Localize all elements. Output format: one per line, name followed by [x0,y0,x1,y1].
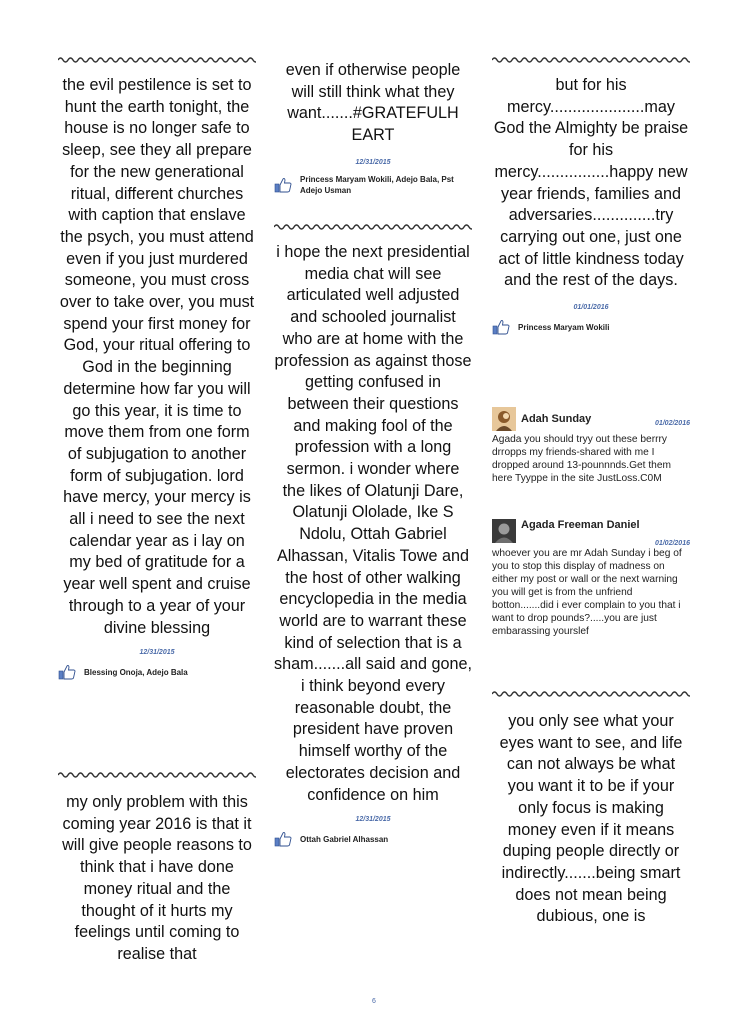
likes-names[interactable]: Blessing Onoja, Adejo Bala [84,667,188,677]
comment-text: Agada you should tryy out these berrry drropps my friends-shared with me I dropped around 13-pounnnds.Get them here Tyyppe in the site JustLoss.C0M [492,434,671,484]
likes-row[interactable] [274,831,472,847]
avatar[interactable] [492,407,516,431]
comment [492,407,690,485]
post-text: my only problem with this coming year 2016 is that it will give people reasons to think that i have done money ritual and the thought of it hurts my feelings until coming to realise that [62,793,252,963]
column-3 [492,55,690,335]
post-date: 12/31/2015 [139,649,175,657]
thumbs-up-icon[interactable] [274,831,292,847]
post-date: 01/01/2016 [573,304,609,312]
likes-row[interactable] [274,174,472,196]
column-3-post-2 [492,689,690,928]
column-1-post-2 [58,770,256,966]
wavy-divider [492,55,690,65]
column-2-post-2 [274,222,472,847]
avatar[interactable] [492,519,516,543]
wavy-divider [492,689,690,699]
wavy-divider [58,770,256,780]
post-text: the evil pestilence is set to hunt the earth tonight, the house is no longer safe to sleep, see they all prepare for the new generational ritual, different churches with caption that enslave the psych, you must attend even if you just murdered someone, you must cross over to take over, you must spend your first money for God, your ritual offering to God in the beginning determine how far you will go this year, it is time to move them from one form of subjugation to another form of subjugation. lord have mercy, your mercy is all i need to see the next calendar year as i lay on my bed of gratitude for a year well spent and cruise through to a year of your divine blessing [59,76,255,637]
page-number: 6 [372,998,376,1005]
comment-text: whoever you are mr Adah Sunday i beg of you to stop this display of madness on either my post or wall or the next warning you will get is from the unfriend botton.......did i ever complain to you that i want to drop pounds?.....you are just embarassing yourslef [492,548,682,637]
comment [492,519,690,638]
likes-row[interactable] [58,664,256,680]
comment-header [492,519,690,545]
comment-header [492,407,690,433]
likes-row[interactable] [492,319,690,335]
column-1 [58,55,256,680]
thumbs-up-icon[interactable] [58,664,76,680]
column-2 [274,60,472,196]
post-date: 12/31/2015 [355,816,391,824]
comment-author[interactable]: Adah Sunday [521,413,592,425]
wavy-divider [274,222,472,232]
comment-date: 01/02/2016 [654,540,690,547]
wavy-divider [58,55,256,65]
likes-names[interactable]: Princess Maryam Wokili, Adejo Bala, Pst Adejo Usman [300,174,454,195]
post-text: but for his mercy.....................may God the Almighty be praise for his mercy................happy new year friends, families and adversaries..............try carrying out one, just one act of little kindness today and the rest of the days. [493,76,689,290]
post-text: i hope the next presidential media chat will see articulated well adjusted and schooled journalist who are at home with the profession as against those getting confused in between their questions and making fool of the profession with a long sermon. i wonder where the likes of Olatunji Dare, Olatunji Ololade, Ike S Ndolu, Ottah Gabriel Alhassan, Vitalis Towe and the host of other walking encyclopedia in the media world are to warrant these kind of selection that is a sham.......all said and gone, i think beyond every reasonable doubt, the president have proven himself worthy of the electorates decision and confidence on him [274,243,472,804]
likes-names[interactable]: Ottah Gabriel Alhassan [300,834,389,844]
comment-author[interactable]: Agada Freeman Daniel [521,519,640,531]
comment-date: 01/02/2016 [654,420,690,427]
likes-names[interactable]: Princess Maryam Wokili [518,322,610,332]
thumbs-up-icon[interactable] [274,177,292,193]
post-text: even if otherwise people will still think what they want.......#GRATEFULH EART [285,61,461,145]
thumbs-up-icon[interactable] [492,319,510,335]
post-date: 12/31/2015 [355,158,391,166]
post-text: you only see what your eyes want to see, and life can not always be what you want it to be if your only focus is making money even if it means duping people directly or indirectly.......being smart does not mean being dubious, one is [499,712,683,926]
